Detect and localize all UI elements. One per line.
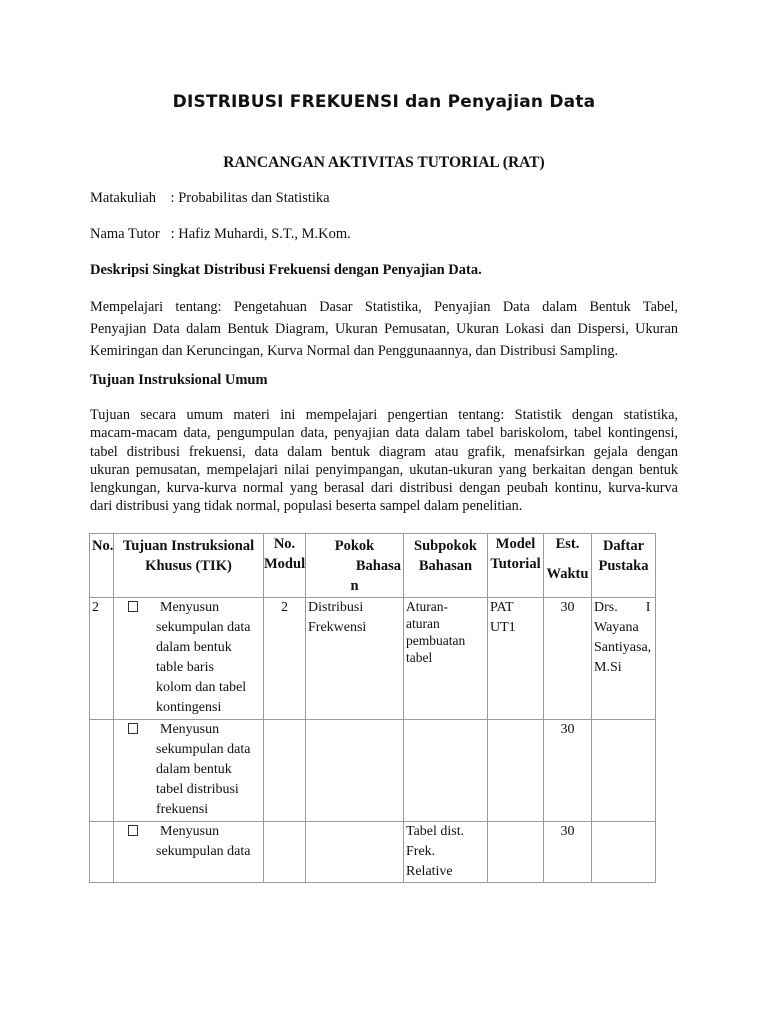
tiu-line: ukuran pemusatan, mempelajari nilai penyimpangan, ukutan-ukuran yang berkaitan dengan bentuk [90, 461, 678, 478]
cell-model [488, 822, 544, 883]
tiu-line: lengkungan, kurva-kurva normal yang berasal dari distribusi dengan peubah kontinu, kurva-kurva [90, 480, 678, 497]
header-no: No. [90, 534, 114, 598]
tiu-heading: Tujuan Instruksional Umum [90, 372, 268, 388]
tiu-line: macam-macam data, pengumpulan data, penyajian data dalam tabel bariskolom, tabel kontingensi, [90, 425, 678, 442]
cell-subpokok [404, 720, 488, 822]
deskripsi-line: Penyajian Data dalam Bentuk Diagram, Ukuran Pemusatan, Ukuran Lokasi dan Dispersi, Ukuran [90, 321, 678, 337]
cell-model [488, 720, 544, 822]
cell-pokok: Distribusi Frekwensi [306, 598, 404, 720]
cell-subpokok: Tabel dist. Frek. Relative [404, 822, 488, 883]
tiu-line: Tujuan secara umum materi ini mempelajari pengertian tentang: Statistik dengan statistika, [90, 407, 678, 423]
cell-model: PAT UT1 [488, 598, 544, 720]
tiu-line: tabel distribusi frekuensi, data dalam bentuk diagram atau grafik, menafsirkan gejala dengan [90, 443, 678, 460]
cell-tik: Menyusun sekumpulan data [114, 822, 264, 883]
header-subpokok: Subpokok Bahasan [404, 534, 488, 598]
header-est: Est. Waktu [544, 534, 592, 598]
cell-tik: Menyusun sekumpulan data dalam bentuk tabel distribusi frekuensi [114, 720, 264, 822]
table-row [90, 598, 656, 720]
deskripsi-line: Mempelajari tentang: Pengetahuan Dasar Statistika, Penyajian Data dalam Bentuk Tabel, [90, 299, 678, 315]
deskripsi-line: Kemiringan dan Keruncingan, Kurva Normal dan Penggunaannya, dan Distribusi Sampling. [90, 343, 619, 359]
cell-pokok [306, 822, 404, 883]
table-row [90, 720, 656, 822]
cell-modul [264, 720, 306, 822]
header-pokok: Pokok Bahasa n [306, 534, 404, 598]
header-modul: No. Modul [264, 534, 306, 598]
rat-title: RANCANGAN AKTIVITAS TUTORIAL (RAT) [223, 154, 545, 171]
table-header-row [90, 534, 656, 598]
deskripsi-heading: Deskripsi Singkat Distribusi Frekuensi dengan Penyajian Data. [90, 262, 482, 278]
header-pustaka: Daftar Pustaka [592, 534, 656, 598]
cell-pokok [306, 720, 404, 822]
cell-waktu: 30 [544, 822, 592, 883]
tiu-paragraph [90, 406, 678, 516]
checkbox-bullet-icon [128, 825, 138, 836]
header-tik: Tujuan Instruksional Khusus (TIK) [114, 534, 264, 598]
cell-modul [264, 822, 306, 883]
table-row [90, 822, 656, 883]
cell-pustaka [592, 822, 656, 883]
checkbox-bullet-icon [128, 601, 138, 612]
matakuliah-line: Matakuliah : Probabilitas dan Statistika [90, 190, 330, 206]
cell-pustaka: Drs. I Wayana Santiyasa, M.Si [592, 598, 656, 720]
cell-no [90, 720, 114, 822]
header-model: Model Tutorial [488, 534, 544, 598]
nama-tutor-line: Nama Tutor : Hafiz Muhardi, S.T., M.Kom. [90, 226, 351, 242]
cell-pustaka [592, 720, 656, 822]
cell-no [90, 822, 114, 883]
cell-no: 2 [90, 598, 114, 720]
cell-modul: 2 [264, 598, 306, 720]
tiu-line: dari distribusi yang tidak normal, populasi beserta sampel dalam penelitian. [90, 498, 523, 515]
cell-subpokok: Aturan- aturan pembuatan tabel [404, 598, 488, 720]
cell-waktu: 30 [544, 598, 592, 720]
cell-waktu: 30 [544, 720, 592, 822]
document-title: DISTRIBUSI FREKUENSI dan Penyajian Data [172, 92, 596, 112]
deskripsi-paragraph [90, 296, 678, 362]
cell-tik: Menyusun sekumpulan data dalam bentuk table baris kolom dan tabel kontingensi [114, 598, 264, 720]
checkbox-bullet-icon [128, 723, 138, 734]
rat-table [89, 533, 656, 883]
